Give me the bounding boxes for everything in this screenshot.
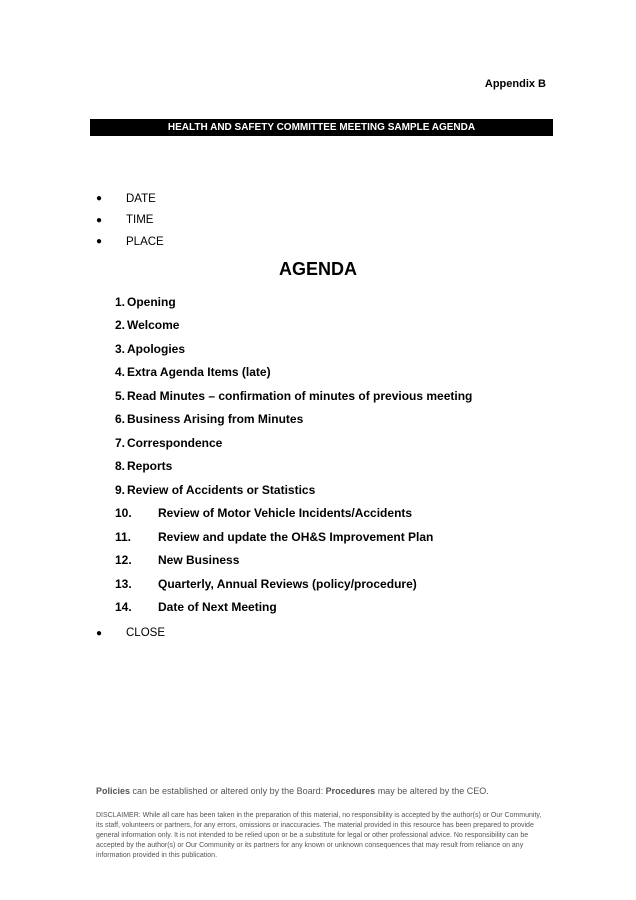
meeting-details-list [96, 188, 164, 253]
item-label: Correspondence [127, 435, 223, 450]
policies-note [96, 786, 489, 796]
agenda-item [115, 337, 472, 361]
item-number: 2. [115, 318, 126, 333]
bullet-icon: ● [96, 193, 103, 205]
detail-place: PLACE [126, 235, 164, 248]
agenda-item [115, 408, 472, 432]
agenda-item [115, 361, 472, 385]
item-label: Opening [127, 294, 176, 309]
item-label: Date of Next Meeting [158, 600, 277, 615]
detail-item [96, 210, 164, 232]
detail-time: TIME [126, 214, 154, 227]
item-number: 13. [115, 576, 132, 591]
item-number: 9. [115, 482, 126, 497]
policies-word: Policies [96, 786, 131, 796]
bullet-icon: ● [96, 236, 103, 248]
item-number: 14. [115, 600, 132, 615]
agenda-item [115, 478, 472, 502]
item-label: Welcome [127, 318, 180, 333]
agenda-item [115, 455, 472, 479]
item-number: 3. [115, 341, 126, 356]
detail-item [96, 188, 164, 210]
item-label: Quarterly, Annual Reviews (policy/procedure) [158, 576, 417, 591]
document-title: HEALTH AND SAFETY COMMITTEE MEETING SAMPLE AGENDA [90, 119, 553, 136]
agenda-item [115, 290, 472, 314]
close-item [96, 624, 165, 642]
agenda-item [115, 502, 472, 526]
appendix-label: Appendix B [484, 78, 546, 90]
agenda-item [115, 572, 472, 596]
item-label: Reports [127, 459, 173, 474]
bullet-icon: ● [96, 627, 103, 639]
item-number: 10. [115, 506, 132, 521]
item-label: Read Minutes – confirmation of minutes of previous meeting [127, 388, 473, 403]
policies-end: may be altered by the CEO. [375, 786, 489, 796]
item-label: Review and update the OH&S Improvement Plan [158, 529, 434, 544]
policies-mid: can be established or altered only by the Board: [130, 786, 326, 796]
agenda-item [115, 525, 472, 549]
agenda-heading: AGENDA [278, 259, 357, 279]
item-number: 1. [115, 294, 126, 309]
agenda-item [115, 596, 472, 620]
item-number: 4. [115, 365, 126, 380]
close-list [96, 624, 165, 642]
item-label: New Business [158, 553, 240, 568]
item-number: 5. [115, 388, 126, 403]
procedures-word: Procedures [325, 786, 376, 796]
agenda-item [115, 431, 472, 455]
item-label: Review of Accidents or Statistics [127, 482, 316, 497]
item-label: Apologies [127, 341, 186, 356]
close-label: CLOSE [126, 627, 165, 639]
item-label: Business Arising from Minutes [127, 412, 304, 427]
item-number: 8. [115, 459, 126, 474]
item-number: 12. [115, 553, 132, 568]
agenda-item [115, 549, 472, 573]
detail-date: DATE [126, 192, 156, 205]
item-number: 11. [115, 529, 132, 544]
detail-item [96, 231, 164, 253]
agenda-item [115, 384, 472, 408]
bullet-icon: ● [96, 214, 103, 226]
agenda-list [115, 290, 472, 619]
item-label: Extra Agenda Items (late) [127, 365, 271, 380]
item-number: 7. [115, 435, 126, 450]
item-number: 6. [115, 412, 126, 427]
disclaimer-text: DISCLAIMER: While all care has been taken in the preparation of this material, no responsibility is accepted by the author(s) or Our Community, its staff, volunteers or partners, for any errors, omissions or inaccuracies. The material provided in this resource has been prepared to provide general information only. It is not intended to be relied upon or be a substitute for legal or other professional advice. No responsibility can be accepted by the author(s) or Our Community or its partners for any known or unknown consequences that may result from reliance on any information provided in this publication. [96, 812, 542, 859]
agenda-item [115, 314, 472, 338]
item-label: Review of Motor Vehicle Incidents/Accidents [158, 506, 413, 521]
